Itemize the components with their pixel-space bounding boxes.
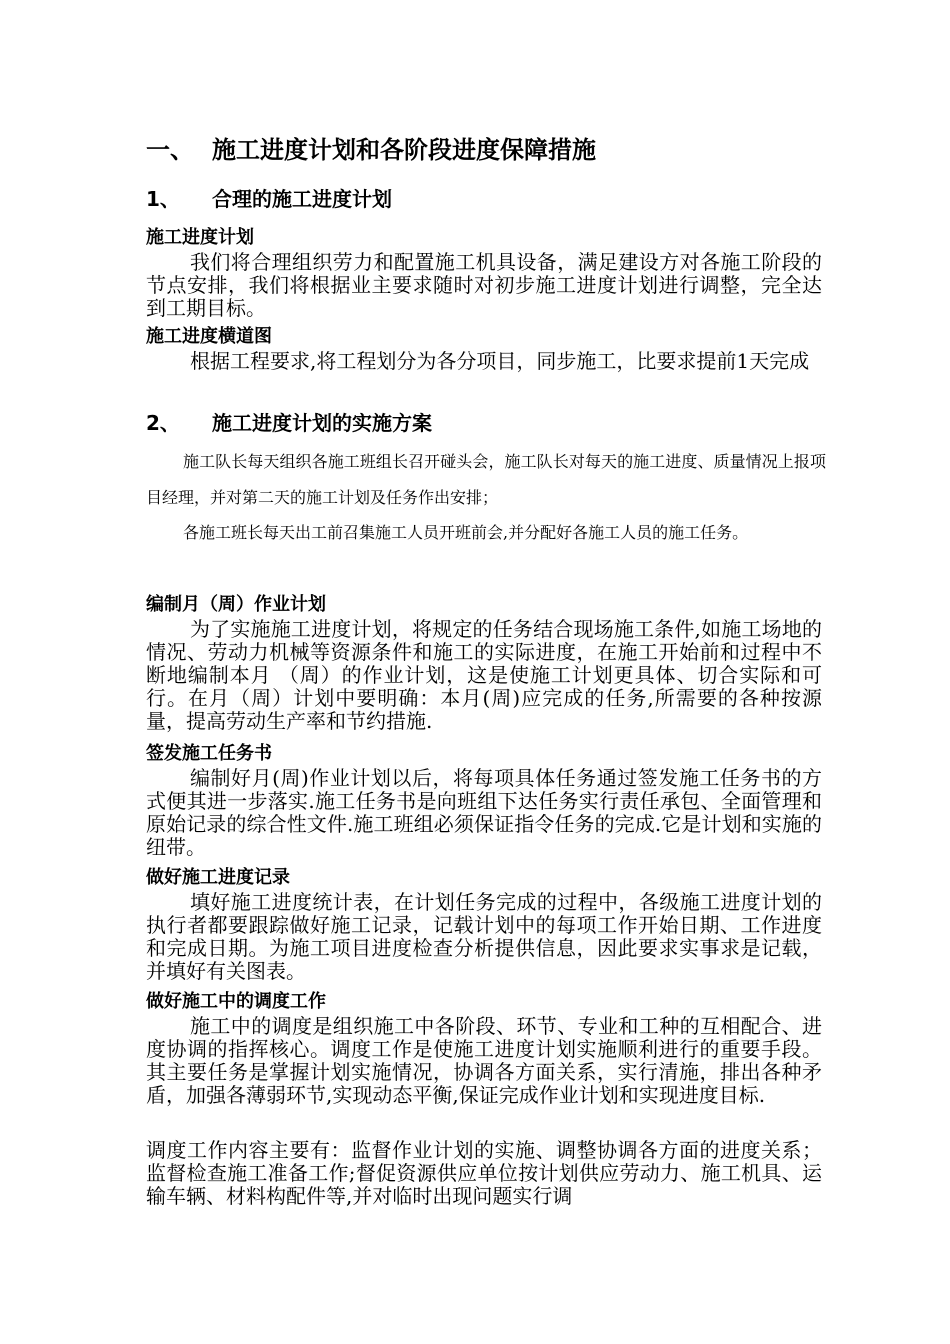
subheading-dispatch: 做好施工中的调度工作	[146, 991, 326, 1012]
section-number-2: 2、	[146, 411, 180, 435]
chapter-heading	[146, 134, 596, 166]
section-heading-2	[146, 409, 432, 437]
paragraph-meeting: 施工队长每天组织各施工班组长召开碰头会，施工队长对每天的施工进度、质量情况上报项目经理，并对第二天的施工计划及任务作出安排；	[146, 452, 826, 507]
subheading-task-book: 签发施工任务书	[146, 743, 272, 764]
paragraph-progress-record: 填好施工进度统计表，在计划任务完成的过程中，各级施工进度计划的执行者都要跟踪做好施工记录，记载计划中的每项工作开始日期、工作进度和完成日期。为施工项目进度检查分析提供信息，因此要求实事求是记载，并填好有关图表。	[146, 890, 822, 983]
section-title-1: 合理的施工进度计划	[212, 187, 392, 211]
paragraph-dispatch: 施工中的调度是组织施工中各阶段、环节、专业和工种的互相配合、进度协调的指挥核心。调度工作是使施工进度计划实施顺利进行的重要手段。其主要任务是掌握计划实施情况，协调各方面关系，实行清施，排出各种矛盾，加强各薄弱环节,实现动态平衡,保证完成作业计划和实现进度目标.	[146, 1014, 822, 1107]
paragraph-dispatch-content: 调度工作内容主要有：监督作业计划的实施、调整协调各方面的进度关系；监督检查施工准备工作;督促资源供应单位按计划供应劳动力、施工机具、运输车辆、材料构配件等,并对临时出现问题实行调	[146, 1138, 822, 1208]
section-title-2: 施工进度计划的实施方案	[212, 411, 432, 435]
subheading-plan: 施工进度计划	[146, 227, 254, 248]
chapter-number: 一、	[146, 136, 194, 164]
subheading-monthly-plan: 编制月（周）作业计划	[146, 594, 326, 615]
paragraph-monthly-plan: 为了实施施工进度计划，将规定的任务结合现场施工条件,如施工场地的情况、劳动力机械等资源条件和施工的实际进度，在施工开始前和过程中不断地编制本月 （周）的作业计划，这是使施工计划更具体、切合实际和可行。在月（周）计划中要明确：本月(周)应完成的任务,所需要的各种按源量，提高劳动生产率和节约措施.	[146, 617, 822, 733]
paragraph-prework: 各施工班长每天出工前召集施工人员开班前会,并分配好各施工人员的施工任务。	[183, 523, 749, 542]
subheading-progress-record: 做好施工进度记录	[146, 867, 290, 888]
section-heading-1	[146, 185, 392, 213]
chapter-title: 施工进度计划和各阶段进度保障措施	[212, 136, 596, 164]
paragraph-plan: 我们将合理组织劳力和配置施工机具设备，满足建设方对各施工阶段的节点安排，我们将根据业主要求随时对初步施工进度计划进行调整，完全达到工期目标。	[146, 250, 822, 320]
paragraph-gantt: 根据工程要求,将工程划分为各分项目，同步施工，比要求提前1天完成	[190, 349, 810, 373]
section-number-1: 1、	[146, 187, 180, 211]
paragraph-task-book: 编制好月(周)作业计划以后，将每项具体任务通过签发施工任务书的方式便其进一步落实.施工任务书是向班组下达任务实行责任承包、全面管理和原始记录的综合性文件.施工班组必须保证指令任务的完成.它是计划和实施的纽带。	[146, 766, 822, 859]
subheading-gantt: 施工进度横道图	[146, 326, 272, 347]
